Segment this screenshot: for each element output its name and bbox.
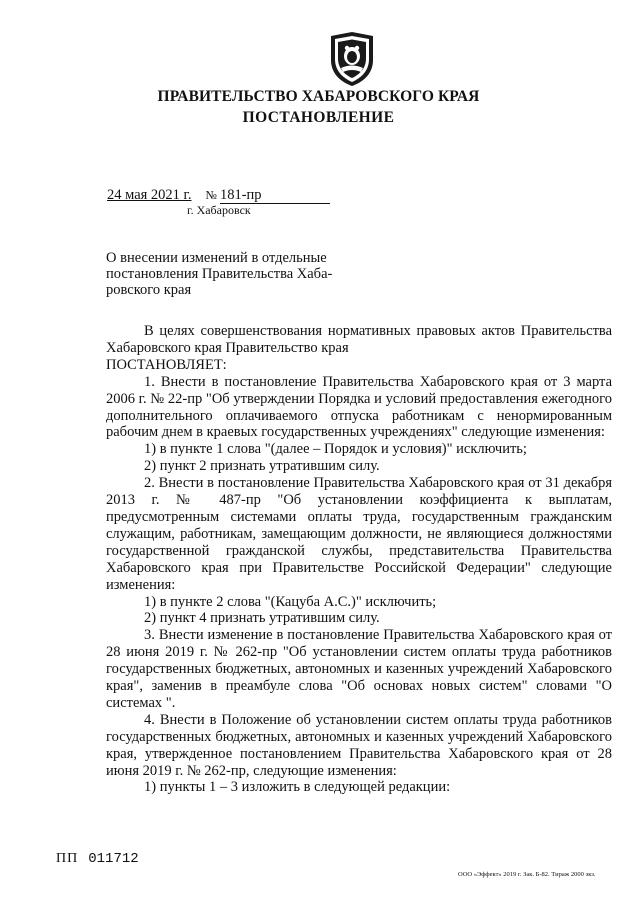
document-type: ПОСТАНОВЛЕНИЕ — [242, 109, 395, 126]
paragraph-item-4: 4. Внести в Положение об установлении систем оплаты труда работников государственных бюджетных, автономных и казенных учреждений Хабаровского края, утвержденное постановлением Правительства Хабаровского края от 28 июня 2019 г. № 262-пр, следующие изменения: — [106, 711, 612, 779]
paragraph-item-2-1: 1) в пункте 2 слова "(Кацуба А.С.)" исключить; — [144, 593, 437, 610]
coat-of-arms-icon — [327, 30, 377, 88]
paragraph-item-2: 2. Внести в постановление Правительства Хабаровского края от 31 декабря 2013 г. № 487-пр "Об установлении коэффициента к выплатам, предусмотренным системами оплаты труда, государственным гражданским служащим, работникам, замещающим должности, не являющиеся должностями государственной гражданской службы, представительства Правительства Хабаровского края при Правительстве Российской Федерации" следующие изменения: — [106, 475, 612, 593]
subject-line: О внесении изменений в отдельные — [106, 250, 327, 266]
document-number-value: 181-пр — [219, 187, 262, 203]
paragraph-item-1-1: 1) в пункте 1 слова "(далее – Порядок и условия)" исключить; — [144, 441, 527, 458]
form-series: ПП — [56, 851, 79, 866]
subject-line: ровского края — [106, 282, 192, 298]
paragraph-preamble: В целях совершенствования нормативных правовых актов Правительства Хабаровского края Правительство края — [106, 323, 612, 356]
paragraph-item-3: 3. Внести изменение в постановление Правительства Хабаровского края от 28 июня 2019 г. № 262-пр "Об установлении систем оплаты труда работников государственных бюджетных, автономных и казенных учреждений Хабаровского края", заменив в преамбуле слова "Об основах новых систем" словами "О системах ". — [106, 627, 612, 711]
authority-title: ПРАВИТЕЛЬСТВО ХАБАРОВСКОГО КРАЯ — [157, 88, 480, 105]
paragraph-item-4-1: 1) пункты 1 – 3 изложить в следующей редакции: — [144, 779, 451, 796]
printer-imprint: ООО «Эффект» 2019 г. Зак. Б-82. Тираж 2000 экз. — [458, 871, 596, 878]
number-label: № — [205, 188, 217, 202]
paragraph-item-1-2: 2) пункт 2 признать утратившим силу. — [144, 458, 380, 475]
subject-line: постановления Правительства Хаба- — [106, 266, 333, 282]
document-date: 24 мая 2021 г. — [107, 187, 192, 203]
paragraph-resolves: ПОСТАНОВЛЯЕТ: — [106, 356, 227, 373]
document-subject — [106, 250, 332, 298]
paragraph-item-2-2: 2) пункт 4 признать утратившим силу. — [144, 610, 380, 627]
document-body — [106, 323, 612, 796]
date-number-line — [107, 187, 330, 204]
form-serial-number: 011712 — [88, 851, 139, 867]
paragraph-item-1: 1. Внести в постановление Правительства Хабаровского края от 3 марта 2006 г. № 22-пр "Об утверждении Порядка и условий предоставления ежегодного дополнительного оплачиваемого отпуска работникам с ненормированным рабочим днем в краевых государственных учреждениях" следующие изменения: — [106, 373, 612, 441]
form-serial — [56, 851, 139, 867]
document-number — [220, 188, 330, 204]
document-city: г. Хабаровск — [187, 203, 251, 217]
